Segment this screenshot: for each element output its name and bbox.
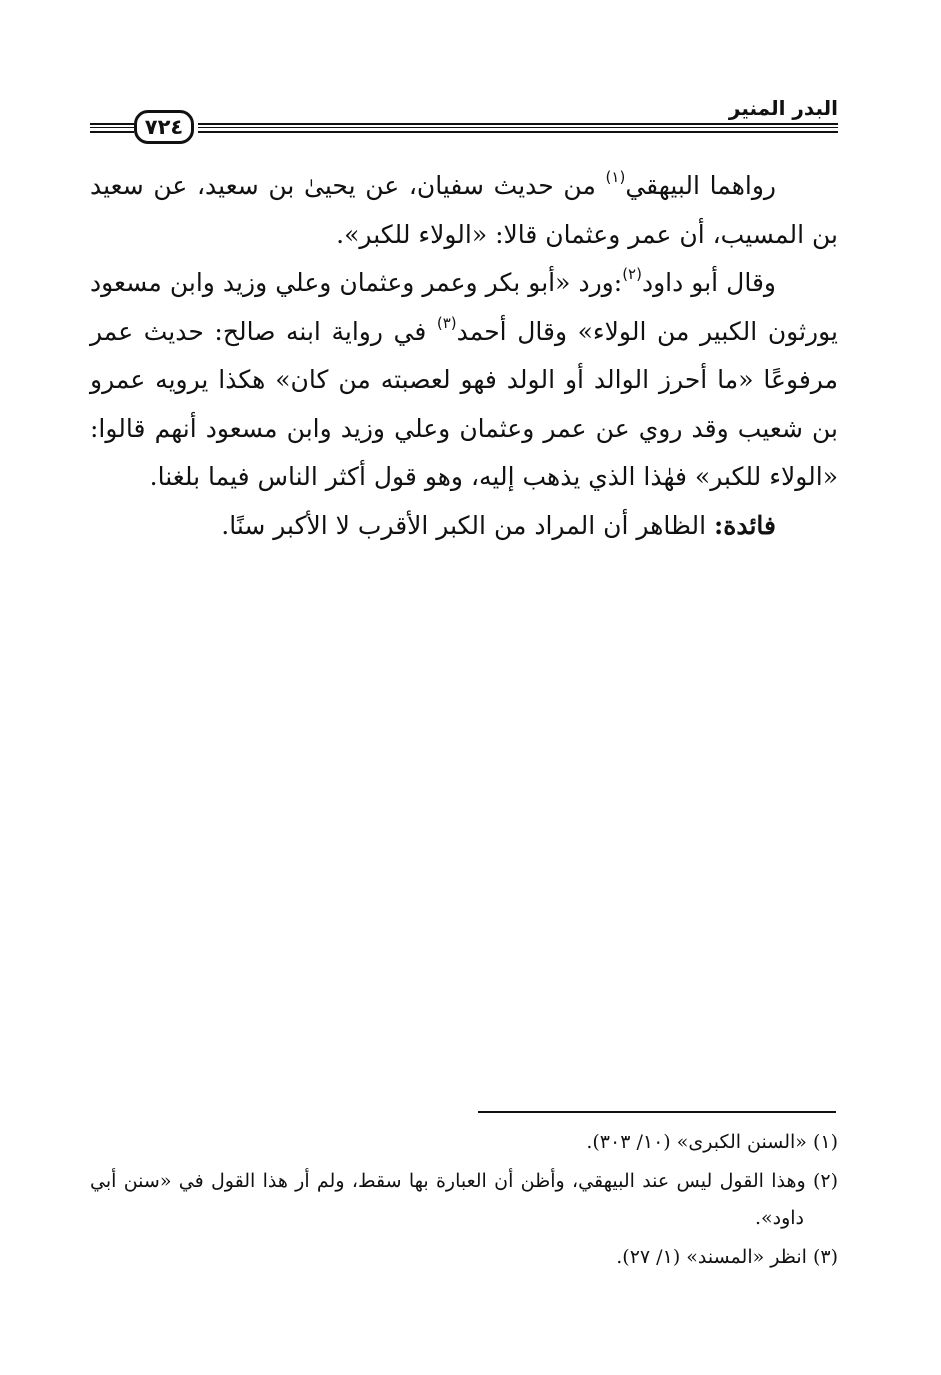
footnote-separator bbox=[478, 1111, 836, 1113]
header-rule bbox=[198, 131, 838, 133]
text-run: وقال أبو داود bbox=[641, 268, 776, 297]
header-rule bbox=[198, 127, 838, 128]
text-run: الظاهر أن المراد من الكبر الأقرب لا الأكبر سنًا. bbox=[221, 510, 715, 540]
text-run: :ورد «أبو بكر وعمر وعثمان وعلي وزيد وابن مسعود يورثون الكبير من الولاء» وقال أحمد bbox=[90, 268, 838, 346]
paragraph bbox=[90, 259, 838, 502]
footnote-marker: (٢) bbox=[622, 265, 642, 283]
text-run: رواهما البيهقي bbox=[625, 171, 776, 200]
header-rule bbox=[90, 131, 134, 133]
footnote: (١) «السنن الكبرى» (١٠/ ٣٠٣). bbox=[586, 1131, 838, 1153]
faida-label: فائدة: bbox=[714, 510, 776, 540]
footnote: (٣) انظر «المسند» (١/ ٢٧). bbox=[616, 1246, 838, 1268]
footnotes bbox=[90, 1124, 838, 1278]
page-number: ٧٢٤ bbox=[134, 110, 194, 144]
paragraph bbox=[90, 162, 838, 259]
main-text bbox=[90, 162, 838, 550]
running-header bbox=[90, 92, 838, 150]
footnote-marker: (١) bbox=[605, 168, 626, 186]
header-rule bbox=[90, 123, 134, 125]
faida-paragraph bbox=[90, 502, 838, 551]
text-run: من حديث سفيان، عن يحيىٰ بن سعيد، عن سعيد بن المسيب، أن عمر وعثمان قالا: «الولاء للكبر». bbox=[90, 171, 838, 249]
footnote-marker: (٣) bbox=[436, 313, 457, 332]
footnote: (٢) وهذا القول ليس عند البيهقي، وأظن أن العبارة بها سقط، ولم أر هذا القول في «سنن أبي داود». bbox=[90, 1170, 838, 1229]
header-title: البدر المنير bbox=[728, 96, 838, 120]
text-run: في رواية ابنه صالح: حديث عمر مرفوعًا «ما أحرز الوالد أو الولد فهو لعصبته من كان» هكذا يرويه عمرو بن شعيب وقد روي عن عمر وعثمان وعلي وزيد وابن مسعود أنهم قالوا: «الولاء للكبر» فهٰذا الذي يذهب إليه، وهو قول أكثر الناس فيما بلغنا. bbox=[90, 316, 838, 491]
header-rule bbox=[198, 123, 838, 125]
header-rule bbox=[90, 127, 134, 128]
